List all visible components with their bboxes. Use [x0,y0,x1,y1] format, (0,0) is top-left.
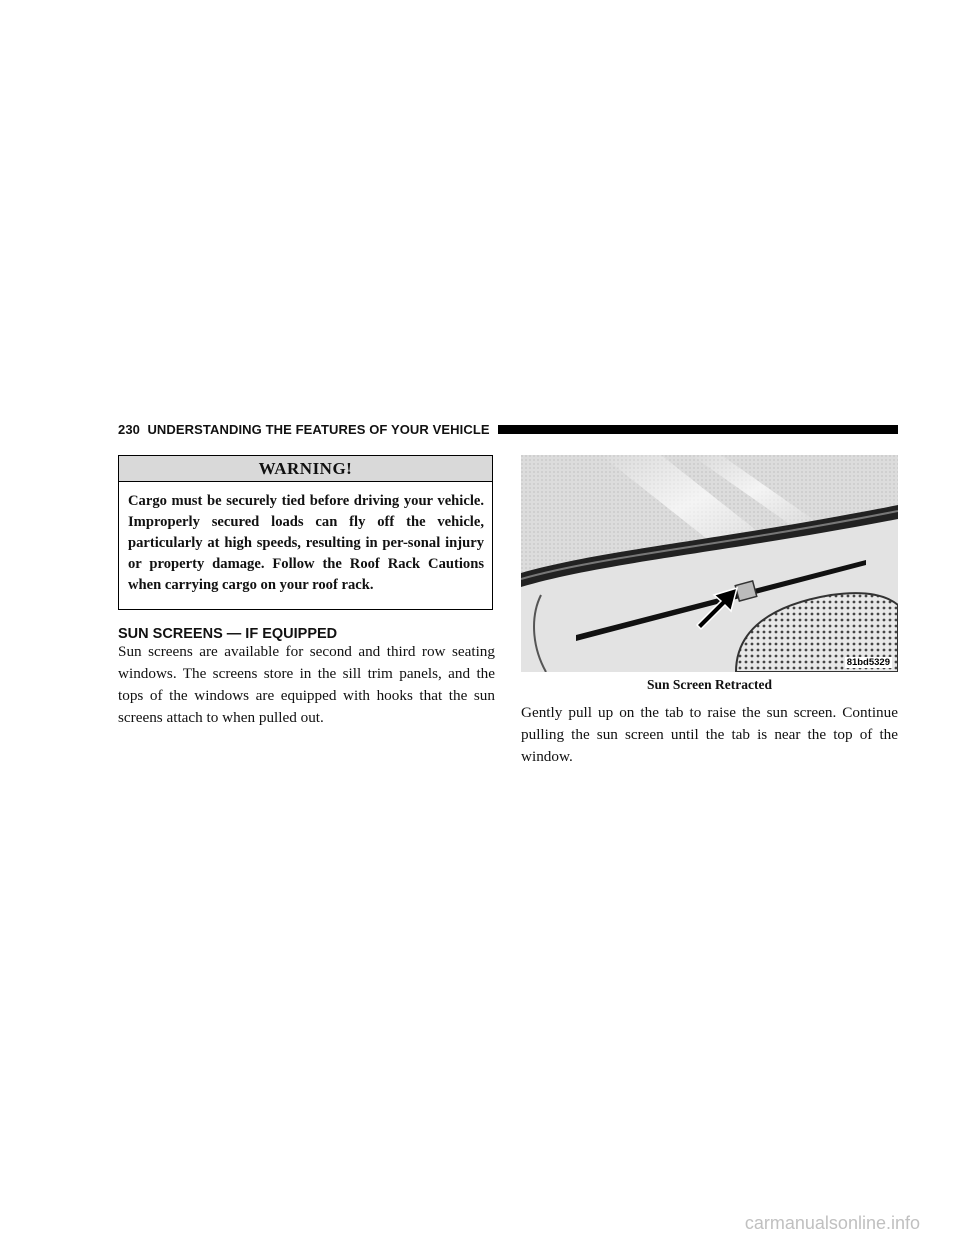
warning-title: WARNING! [119,456,492,482]
watermark: carmanualsonline.info [744,1213,920,1233]
figure-caption: Sun Screen Retracted [647,677,772,692]
sun-screens-heading: SUN SCREENS — IF EQUIPPED [118,626,338,642]
warning-text: Cargo must be securely tied before driving your vehicle. Improperly secured loads can fly off the vehicle, particularly at high speeds, resulting in per-sonal injury or property damage. Follow the Roof Rack Cautions when carrying cargo on your roof rack. [128,493,484,593]
header-rule [498,425,898,434]
instructions-paragraph: Gently pull up on the tab to raise the sun screen. Continue pulling the sun screen until the tab is near the top of the window. [521,704,898,765]
section-name: UNDERSTANDING THE FEATURES OF YOUR VEHICLE [147,421,490,437]
figure-code: 81bd5329 [846,657,890,668]
sun-screens-paragraph: Sun screens are available for second and third row seating windows. The screens store in the sill trim panels, and the tops of the windows are equipped with hooks that the sun screens attach to when pulled out. [118,643,495,726]
page-header [118,419,898,439]
sun-screen-illustration [521,455,898,672]
sun-screen-figure [521,455,898,672]
warning-box [118,455,493,610]
page-header-text [118,422,490,437]
page-number: 230 [118,421,140,437]
